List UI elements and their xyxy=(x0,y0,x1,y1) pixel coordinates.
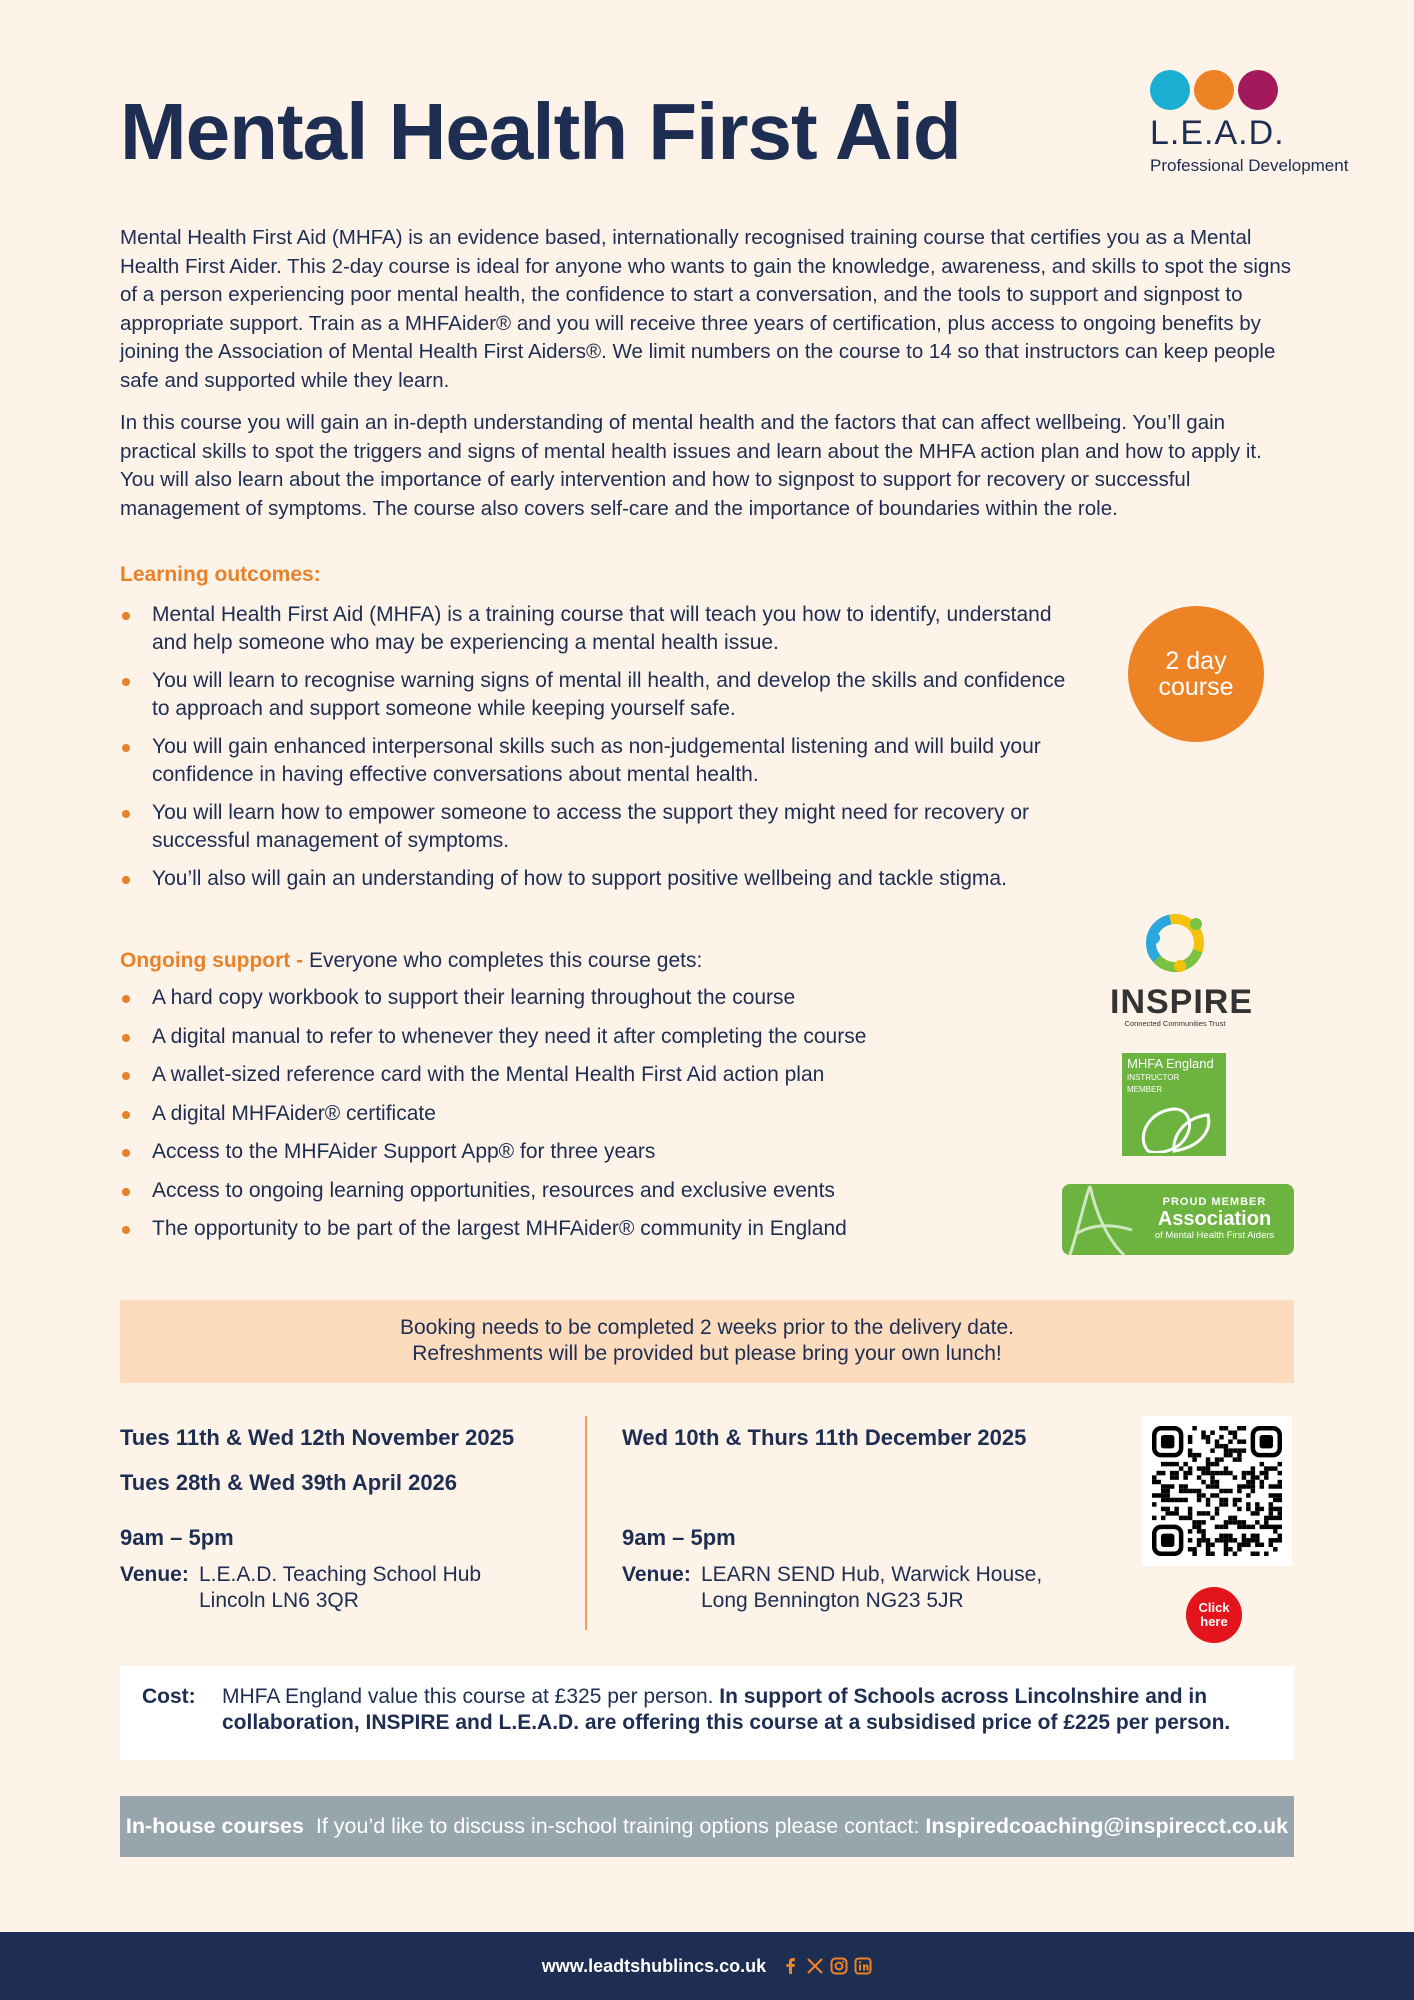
lead-logo xyxy=(1150,70,1380,180)
bullet-icon xyxy=(122,995,130,1003)
time-right: 9am – 5pm xyxy=(622,1525,736,1550)
ongoing-support-intro xyxy=(120,946,1060,976)
booking-line-2: Refreshments will be provided but please bring your own lunch! xyxy=(412,1342,1002,1365)
inhouse-email-link[interactable]: Inspiredcoaching@inspirecct.co.uk xyxy=(925,1814,1289,1838)
association-text xyxy=(1142,1196,1287,1241)
footer-website-link[interactable]: www.leadtshublincs.co.uk xyxy=(541,1955,767,1976)
list-item: The opportunity to be part of the largest MHFAider® community in England xyxy=(120,1215,1060,1243)
venue-right xyxy=(622,1562,1082,1614)
facebook-icon[interactable] xyxy=(782,1957,800,1975)
click-here-button[interactable] xyxy=(1186,1587,1242,1643)
association-logo xyxy=(1062,1184,1294,1255)
page-title: Mental Health First Aid xyxy=(120,87,961,176)
venue-label: Venue: xyxy=(120,1563,189,1586)
venue-address: L.E.A.D. Teaching School Hub Lincoln LN6 3QR xyxy=(199,1563,482,1612)
logo-dot-purple xyxy=(1238,70,1278,110)
bullet-icon xyxy=(122,1034,130,1042)
mhfa-leaf-icon xyxy=(1128,1097,1220,1153)
bullet-icon xyxy=(122,1072,130,1080)
badge-line-2: course xyxy=(1158,673,1234,701)
linkedin-icon[interactable] xyxy=(854,1957,872,1975)
inspire-logo xyxy=(1110,908,1254,1028)
footer xyxy=(0,1932,1414,2000)
bullet-icon xyxy=(122,612,130,620)
list-item: A hard copy workbook to support their learning throughout the course xyxy=(120,984,1060,1012)
list-item: Access to ongoing learning opportunities, resources and exclusive events xyxy=(120,1177,1060,1205)
ongoing-support-heading: Ongoing support - xyxy=(120,949,304,972)
click-here-line-1: Click xyxy=(1198,1600,1230,1615)
time-left: 9am – 5pm xyxy=(120,1525,234,1550)
cost-text-bold: In support of Schools across Lincolnshire and in collaboration, INSPIRE and L.E.A.D. are offering this course at a subsidised price of £225 per person. xyxy=(222,1685,1231,1734)
lead-logo-subtitle: Professional Development xyxy=(1150,156,1349,175)
list-item: Mental Health First Aid (MHFA) is a training course that will teach you how to identify, understand and help someone who may be experiencing a mental health issue. xyxy=(120,601,1080,657)
venue-left xyxy=(120,1562,580,1614)
cost-label: Cost: xyxy=(142,1685,196,1708)
inspire-logo-word: INSPIRE xyxy=(1110,983,1254,1021)
list-item: You’ll also will gain an understanding of how to support positive wellbeing and tackle stigma. xyxy=(120,865,1080,893)
bullet-icon xyxy=(122,1226,130,1234)
date-1: Tues 11th & Wed 12th November 2025 xyxy=(120,1425,515,1450)
bullet-icon xyxy=(122,678,130,686)
course-dates-section xyxy=(120,1410,1294,1630)
cost-text-plain: MHFA England value this course at £325 per person. xyxy=(222,1685,720,1708)
bullet-icon xyxy=(122,1188,130,1196)
ongoing-support-list xyxy=(120,984,1060,1243)
logo-dot-blue xyxy=(1150,70,1190,110)
booking-qr-code[interactable] xyxy=(1142,1416,1292,1566)
dates-right-column xyxy=(622,1410,1082,1614)
list-item: Access to the MHFAider Support App® for three years xyxy=(120,1138,1060,1166)
lead-logo-dots xyxy=(1150,70,1380,110)
association-mark-icon xyxy=(1062,1184,1142,1255)
qr-code-icon xyxy=(1152,1426,1282,1556)
list-item: You will gain enhanced interpersonal skills such as non-judgemental listening and will build your confidence in having effective conversations about mental health. xyxy=(120,733,1080,789)
date-3: Wed 10th & Thurs 11th December 2025 xyxy=(622,1425,1027,1450)
association-line-2: Association xyxy=(1157,1208,1272,1230)
intro-paragraph-1: Mental Health First Aid (MHFA) is an evidence based, internationally recognised training course that certifies you as a Mental Health First Aider. This 2-day course is ideal for anyone who wants to gain the knowledge, awareness, and skills to spot the signs of a person experiencing poor mental health, the confidence to start a conversation, and the tools to support and signpost to appropriate support. Train as a MHFAider® and you will receive three years of certification, plus access to ongoing benefits by joining the Association of Mental Health First Aiders®. We limit numbers on the course to 14 so that instructors can keep people safe and supported while they learn. xyxy=(120,226,1292,392)
venue-label: Venue: xyxy=(622,1563,691,1586)
inhouse-text: If you’d like to discuss in-school training options please contact: xyxy=(315,1814,920,1838)
mhfa-england-line-3: MEMBER xyxy=(1127,1085,1163,1094)
intro-paragraph-2: In this course you will gain an in-depth understanding of mental health and the factors that can affect wellbeing. You’ll gain practical skills to spot the triggers and signs of mental health issues and learn about the MHFA action plan and how to apply it. You will also learn about the importance of early intervention and how to signpost to support for recovery or successful management of symptoms. The course also covers self-care and the importance of boundaries within the role. xyxy=(120,411,1262,520)
date-2: Tues 28th & Wed 39th April 2026 xyxy=(120,1470,458,1495)
bullet-icon xyxy=(122,744,130,752)
association-line-3: of Mental Health First Aiders xyxy=(1154,1230,1275,1241)
list-item: A digital manual to refer to whenever they need it after completing the course xyxy=(120,1023,1060,1051)
bullet-icon xyxy=(122,1111,130,1119)
list-item: A digital MHFAider® certificate xyxy=(120,1100,1060,1128)
logo-dot-orange xyxy=(1194,70,1234,110)
dates-left-column xyxy=(120,1410,580,1614)
learning-outcomes-section xyxy=(120,563,1080,903)
cost-section xyxy=(120,1666,1294,1760)
cost-text xyxy=(222,1684,1272,1742)
ongoing-support-section xyxy=(120,946,1060,1254)
booking-notice xyxy=(120,1300,1294,1383)
mhfa-england-title: MHFA England xyxy=(1127,1056,1214,1071)
badge-line-1: 2 day xyxy=(1165,647,1227,675)
inspire-logo-tag: Connected Communities Trust xyxy=(1124,1019,1226,1028)
bullet-icon xyxy=(122,1149,130,1157)
x-icon[interactable] xyxy=(806,1957,824,1975)
inspire-emblem-icon xyxy=(1140,908,1210,978)
bullet-icon xyxy=(122,810,130,818)
venue-address: LEARN SEND Hub, Warwick House, Long Bennington NG23 5JR xyxy=(701,1563,1043,1612)
learning-outcomes-list xyxy=(120,601,1080,893)
lead-logo-name: L.E.A.D. xyxy=(1150,114,1285,152)
association-line-1: PROUD MEMBER xyxy=(1162,1196,1267,1208)
booking-line-1: Booking needs to be completed 2 weeks prior to the delivery date. xyxy=(399,1316,1015,1339)
bullet-icon xyxy=(122,876,130,884)
inhouse-label: In-house courses xyxy=(125,1814,304,1838)
mhfa-england-logo xyxy=(1122,1053,1226,1156)
click-here-line-2: here xyxy=(1200,1614,1228,1629)
dates-divider xyxy=(585,1416,587,1630)
list-item: You will learn to recognise warning signs of mental ill health, and develop the skills and confidence to approach and support someone while keeping yourself safe. xyxy=(120,667,1080,723)
list-item: You will learn how to empower someone to access the support they might need for recovery or successful management of symptoms. xyxy=(120,799,1080,855)
intro-section xyxy=(120,224,1300,537)
course-duration-badge xyxy=(1128,606,1264,742)
ongoing-support-text: Everyone who completes this course gets: xyxy=(308,949,703,972)
mhfa-england-line-2: INSTRUCTOR xyxy=(1127,1073,1180,1082)
learning-outcomes-heading: Learning outcomes: xyxy=(120,563,321,586)
social-icons xyxy=(782,1957,872,1975)
inhouse-courses-banner xyxy=(120,1796,1294,1857)
instagram-icon[interactable] xyxy=(830,1957,848,1975)
list-item: A wallet-sized reference card with the Mental Health First Aid action plan xyxy=(120,1061,1060,1089)
